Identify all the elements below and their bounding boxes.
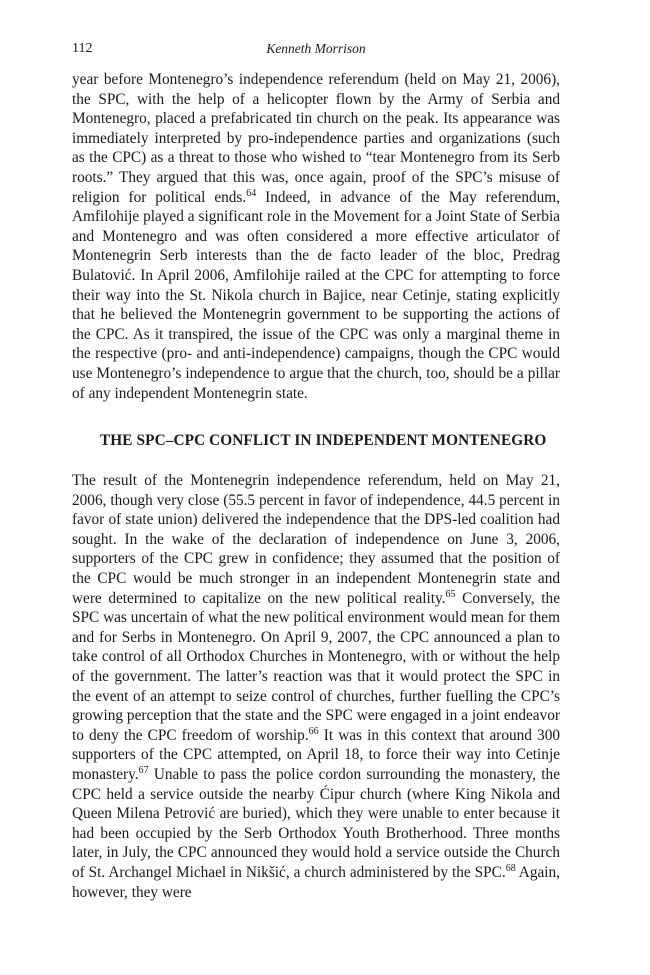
paragraph-text: Indeed, in advance of the May referendum, Amfilohije played a significant role in the Movement for a Joint State of Serbia and Montenegro and was often considered a more effective articulator of Montenegrin Serb interests than the de facto leader of the bloc, Predrag Bulatović. In April 2006, Amfilohije railed at the CPC for attempting to force their way into the St. Nikola church in Bajice, near Cetinje, stating explicitly that he believed the Montenegrin government to be supporting the actions of the CPC. As it transpired, the issue of the CPC was only a marginal theme in the respective (pro- and anti-independence) campaigns, though the CPC would use Montenegro’s independence to argue that the church, too, should be a pillar of any independent Montenegrin state. bbox=[72, 188, 560, 402]
footnote-marker: 66 bbox=[308, 725, 319, 737]
paragraph-text: Conversely, the SPC was uncertain of what the new political environment would mean for them and for Serbs in Montenegro. On April 9, 2007, the CPC announced a plan to take control of all Orthodox Churches in Montenegro, with or without the help of the government. The latter’s reaction was that it would protect the SPC in the event of an attempt to seize control of churches, further fuelling the CPC’s growing perception that the state and the SPC were engaged in a joint endeavor to deny the CPC freedom of worship. bbox=[72, 589, 560, 744]
footnote-marker: 65 bbox=[445, 588, 456, 600]
body-paragraph bbox=[72, 70, 560, 403]
paragraph-text: year before Montenegro’s independence referendum (held on May 21, 2006), the SPC, with the help of a helicopter flown by the Army of Serbia and Montenegro, placed a prefabricated tin church on the peak. Its appearance was immediately interpreted by pro-independence parties and organizations (such as the CPC) as a threat to those who wished to “tear Montenegro from its Serb roots.” They argued that this was, once again, proof of the SPC’s misuse of religion for political ends. bbox=[72, 71, 560, 206]
footnote-marker: 68 bbox=[505, 862, 516, 874]
paragraph-text: The result of the Montenegrin independence referendum, held on May 21, 2006, though very close (55.5 percent in favor of independence, 44.5 percent in favor of state union) delivered the independence that the DPS-led coalition had sought. In the wake of the declaration of independence on June 3, 2006, supporters of the CPC grew in confidence; they assumed that the position of the CPC would be much stronger in an independent Montenegrin state and were determined to capitalize on the new political reality. bbox=[72, 472, 560, 607]
paragraph-text: Unable to pass the police cordon surrounding the monastery, the CPC held a service outside the nearby Ćipur church (where King Nikola and Queen Milena Petrović are buried), which they were unable to enter because it had been occupied by the Serb Orthodox Youth Brotherhood. Three months later, in July, the CPC announced they would hold a service outside the Church of St. Archangel Michael in Nikšić, a church administered by the SPC. bbox=[72, 766, 560, 881]
book-page bbox=[72, 38, 560, 902]
running-title: Kenneth Morrison bbox=[266, 41, 366, 56]
running-header bbox=[72, 38, 560, 60]
paragraph-text: Again, however, they were bbox=[72, 863, 561, 901]
section-heading: THE SPC–CPC CONFLICT IN INDEPENDENT MONTENEGRO bbox=[100, 432, 547, 450]
footnote-marker: 67 bbox=[138, 765, 149, 776]
body-paragraph bbox=[72, 471, 560, 902]
page-number: 112 bbox=[72, 41, 93, 56]
paragraph-text: It was in this context that around 300 supporters of the CPC attempted, on April 18, to force their way into Cetinje monastery. bbox=[72, 726, 560, 783]
footnote-marker: 64 bbox=[246, 187, 257, 199]
